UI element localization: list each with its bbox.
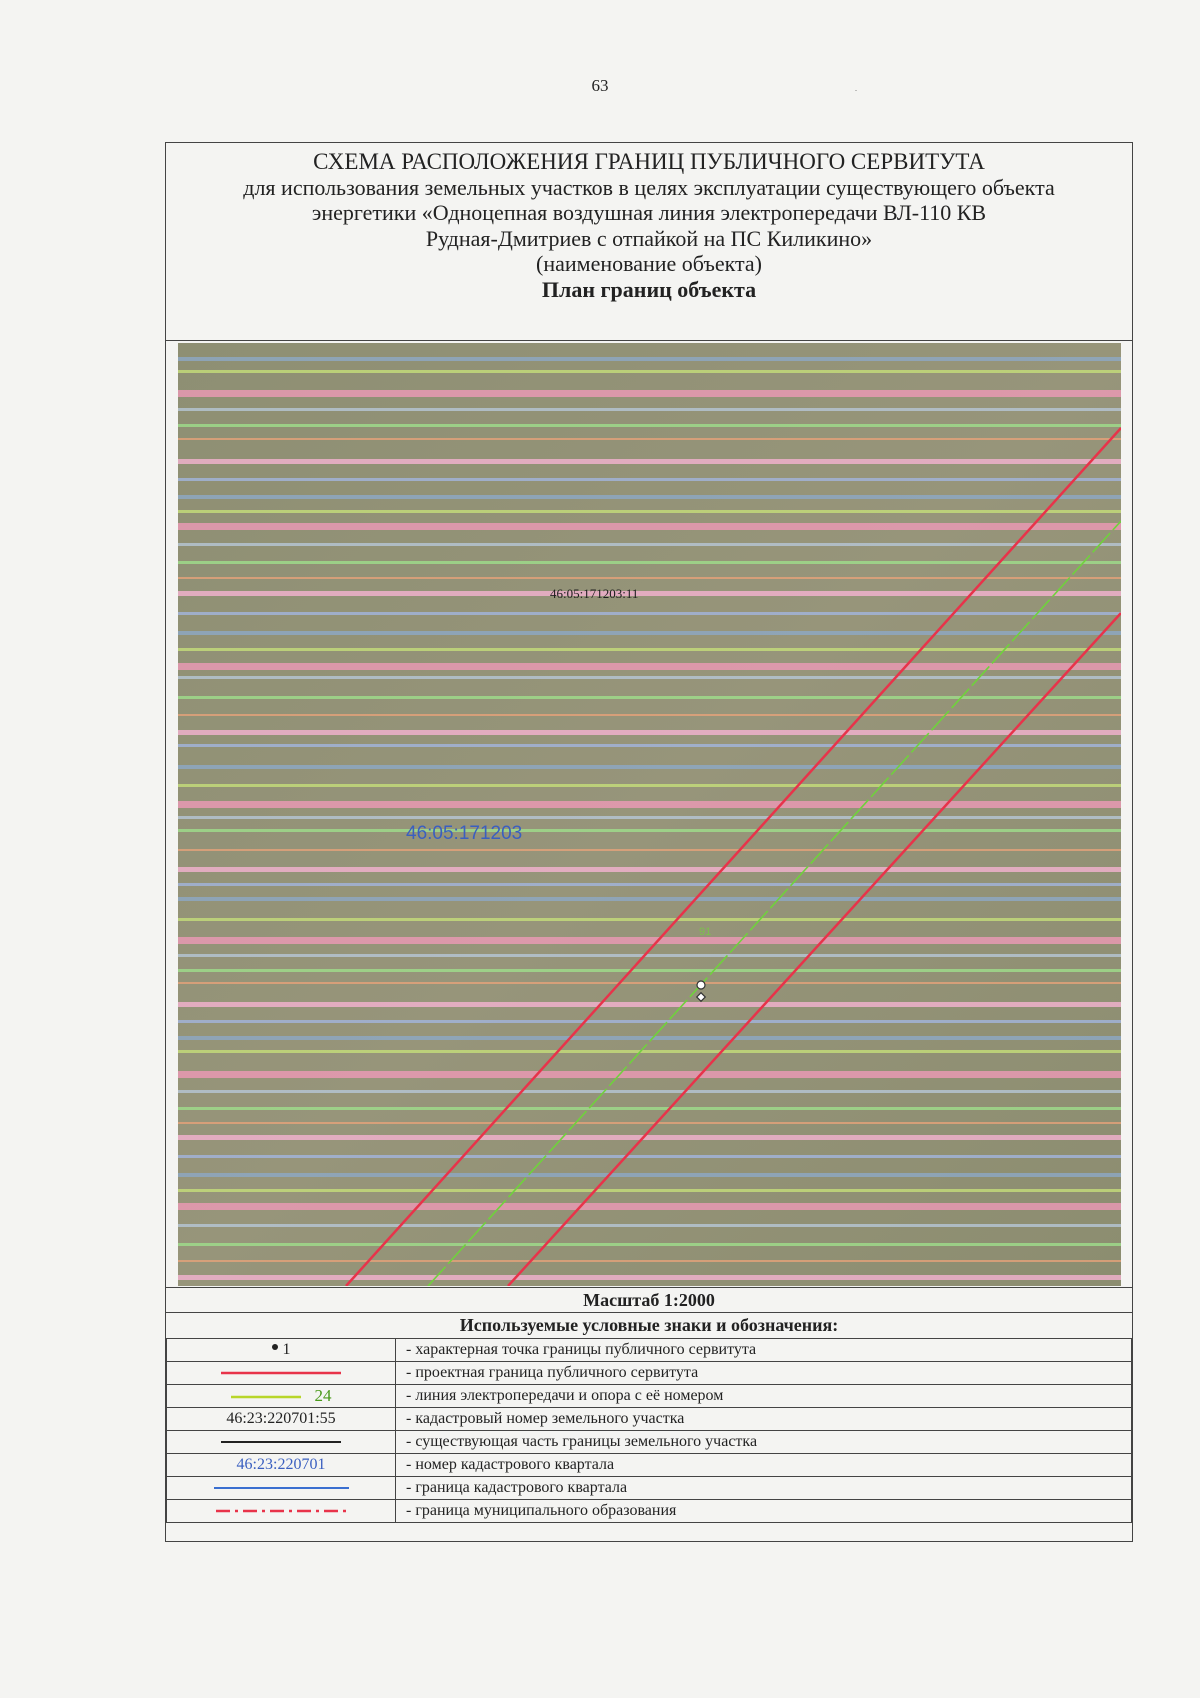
scan-stripe — [178, 408, 1121, 411]
scan-stripe — [178, 801, 1121, 808]
legend-point-number: 1 — [282, 1341, 291, 1358]
scan-stripe — [178, 663, 1121, 670]
scan-dot: . — [855, 84, 857, 93]
scan-stripe — [178, 1002, 1121, 1007]
legend-row — [167, 1385, 1132, 1408]
scheme-frame — [165, 142, 1133, 1542]
scan-stripe — [178, 918, 1121, 921]
scan-stripe — [178, 849, 1121, 851]
satellite-map — [178, 343, 1121, 1286]
quarter-cadastral-number: 46:05:171203 — [406, 823, 523, 844]
scan-stripe — [178, 577, 1121, 579]
dash-dot-line-icon — [216, 1508, 346, 1514]
scan-stripe — [178, 867, 1121, 872]
legend-desc: - кадастровый номер земельного участка — [396, 1408, 1132, 1431]
scan-stripe — [178, 631, 1121, 635]
scan-stripe — [178, 357, 1121, 361]
legend-row — [167, 1362, 1132, 1385]
legend-desc: - граница кадастрового квартала — [396, 1477, 1132, 1500]
title-line-1: СХЕМА РАСПОЛОЖЕНИЯ ГРАНИЦ ПУБЛИЧНОГО СЕРВИТУТА — [313, 149, 985, 174]
legend-desc: - граница муниципального образования — [396, 1500, 1132, 1523]
scan-stripe — [178, 1090, 1121, 1093]
scan-stripe — [178, 982, 1121, 984]
legend-parcel-number: 46:23:220701:55 — [167, 1408, 396, 1431]
scan-stripe — [178, 1243, 1121, 1246]
scan-stripe — [178, 969, 1121, 972]
scan-stripe — [178, 1050, 1121, 1053]
scan-stripe — [178, 1036, 1121, 1040]
scan-stripe — [178, 1173, 1121, 1177]
power-line-icon — [231, 1394, 301, 1400]
scan-stripe — [178, 696, 1121, 699]
scan-stripe — [178, 816, 1121, 819]
title-line-5: (наименование объекта) — [536, 251, 762, 276]
scan-stripe — [178, 1071, 1121, 1078]
scan-stripe — [178, 495, 1121, 499]
scan-stripe — [178, 1020, 1121, 1023]
blue-line-icon — [214, 1485, 349, 1491]
scale-label: Масштаб 1:2000 — [166, 1287, 1132, 1313]
scan-stripe — [178, 459, 1121, 464]
scan-stripe — [178, 612, 1121, 615]
legend-desc: - номер кадастрового квартала — [396, 1454, 1132, 1477]
parcel-cadastral-number: 46:05:171203:11 — [550, 586, 639, 601]
characteristic-point-icon — [697, 981, 705, 989]
black-line-icon — [221, 1439, 341, 1445]
scan-stripe — [178, 730, 1121, 735]
scan-stripe — [178, 1275, 1121, 1280]
legend-desc: - проектная граница публичного сервитута — [396, 1362, 1132, 1385]
scan-stripe — [178, 543, 1121, 546]
scan-stripe — [178, 897, 1121, 901]
legend-row — [167, 1408, 1132, 1431]
title-line-3: энергетики «Одноцепная воздушная линия электропередачи ВЛ-110 КВ — [311, 200, 987, 225]
scan-stripe — [178, 510, 1121, 513]
legend-row — [167, 1500, 1132, 1523]
legend-quarter-number: 46:23:220701 — [167, 1454, 396, 1477]
scan-stripe — [178, 714, 1121, 716]
scan-stripe — [178, 523, 1121, 530]
scan-stripe — [178, 1135, 1121, 1140]
scan-stripe — [178, 478, 1121, 481]
scan-stripe — [178, 648, 1121, 651]
scan-stripe — [178, 424, 1121, 427]
red-line-icon — [221, 1370, 341, 1376]
title-block — [166, 143, 1132, 341]
scan-stripe — [178, 744, 1121, 747]
map-canvas — [178, 343, 1121, 1286]
legend-desc: - линия электропередачи и опора с её номером — [396, 1385, 1132, 1408]
scan-stripe — [178, 438, 1121, 440]
point-icon — [272, 1344, 278, 1350]
support-number: 91 — [699, 926, 712, 938]
plan-title: План границ объекта — [541, 276, 757, 302]
scan-stripe — [178, 390, 1121, 397]
title-line-2: для использования земельных участков в целях эксплуатации существующего объекта — [243, 174, 1055, 200]
legend-desc: - существующая часть границы земельного участка — [396, 1431, 1132, 1454]
legend-desc: - характерная точка границы публичного сервитута — [396, 1339, 1132, 1362]
scan-stripe — [178, 1107, 1121, 1110]
legend-support-number: 24 — [314, 1386, 332, 1405]
scan-stripe — [178, 954, 1121, 957]
legend-row — [167, 1477, 1132, 1500]
scan-stripe — [178, 1122, 1121, 1124]
page-number: 63 — [591, 76, 609, 95]
scan-stripe — [178, 829, 1121, 832]
scan-stripe — [178, 1203, 1121, 1210]
legend-table — [166, 1338, 1132, 1523]
legend-title: Используемые условные знаки и обозначения: — [459, 1315, 839, 1335]
scan-stripe — [178, 937, 1121, 944]
title-line-4: Рудная-Дмитриев с отпайкой на ПС Киликино» — [425, 225, 873, 251]
scan-stripe — [178, 591, 1121, 596]
map-background — [178, 343, 1121, 1286]
scan-stripe — [178, 784, 1121, 787]
scan-stripe — [178, 561, 1121, 564]
scan-stripe — [178, 1260, 1121, 1262]
legend-row — [167, 1339, 1132, 1362]
legend-row — [167, 1431, 1132, 1454]
scan-stripe — [178, 1155, 1121, 1158]
scan-stripe — [178, 1224, 1121, 1227]
scan-stripe — [178, 370, 1121, 373]
scan-stripe — [178, 883, 1121, 886]
legend-row — [167, 1454, 1132, 1477]
scan-stripe — [178, 1189, 1121, 1192]
